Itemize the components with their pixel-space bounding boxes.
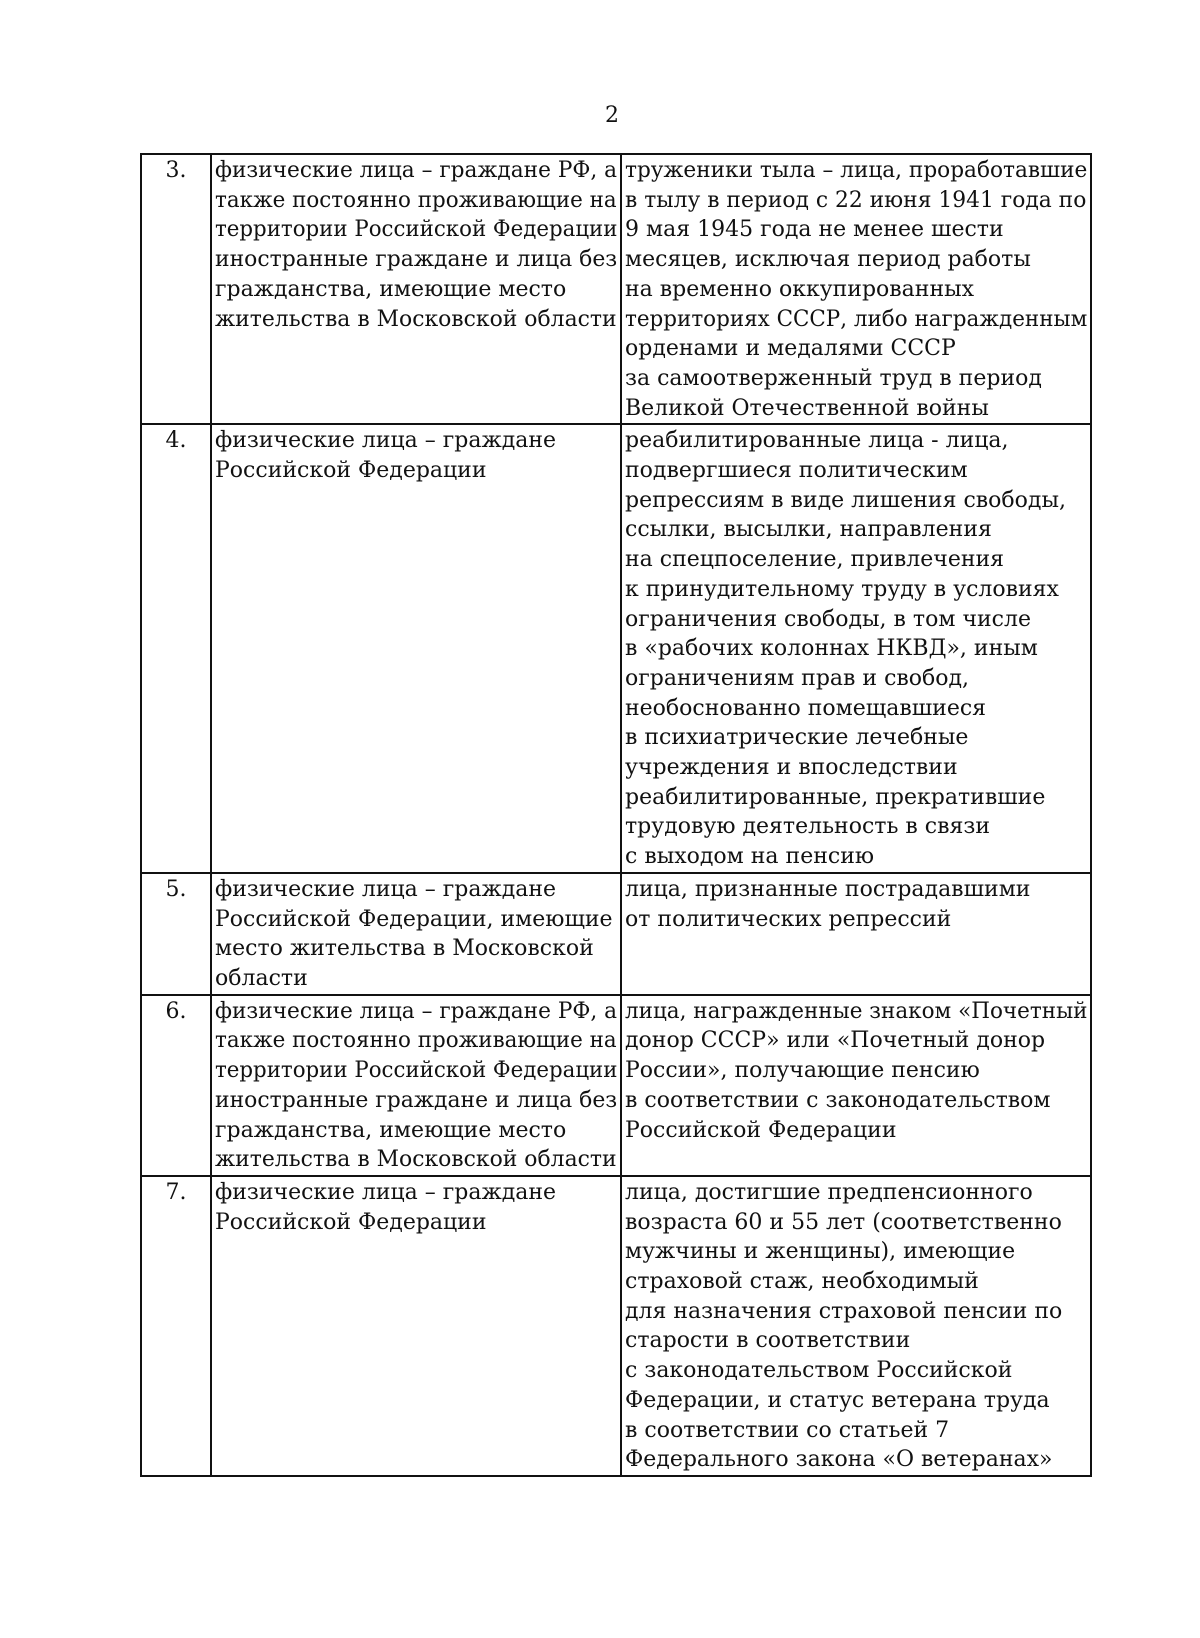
cell-line: в соответствии с законодательством [625, 1087, 1051, 1113]
page-number: 2 [605, 103, 619, 128]
cell-line: физические лица – граждане [215, 428, 557, 454]
cell-line: в тылу в период с 22 июня 1941 года по [625, 187, 1087, 213]
description-cell [621, 995, 1091, 1176]
cell-line: место жительства в Московской [215, 936, 594, 962]
cell-line: ссылки, высылки, направления [625, 517, 992, 543]
category-cell [211, 873, 621, 995]
cell-line: области [215, 965, 308, 991]
cell-line: Российской Федерации, имеющие [215, 906, 613, 932]
description-cell [621, 424, 1091, 873]
cell-line: на временно оккупированных [625, 276, 975, 302]
cell-line: возраста 60 и 55 лет (соответственно [625, 1209, 1062, 1235]
cell-line: физические лица – граждане [215, 876, 557, 902]
cell-line: ограничениям прав и свобод, [625, 665, 970, 691]
benefits-table [140, 153, 1092, 1477]
cell-line: также постоянно проживающие на [215, 1028, 617, 1054]
cell-line: труженики тыла – лица, проработавшие [625, 158, 1088, 183]
cell-line: территориях СССР, либо награжденным [625, 306, 1088, 332]
table-row [141, 1176, 1091, 1476]
table-row [141, 424, 1091, 873]
table-row [141, 154, 1091, 424]
description-cell [621, 1176, 1091, 1476]
cell-line: жительства в Московской области [215, 1147, 617, 1173]
cell-line: в «рабочих колоннах НКВД», иным [625, 636, 1038, 662]
cell-line: лица, достигшие предпенсионного [625, 1179, 1033, 1205]
cell-line: физические лица – граждане РФ, а [215, 998, 618, 1024]
cell-line: Федерального закона «О ветеранах» [625, 1447, 1053, 1473]
category-cell [211, 995, 621, 1176]
cell-line: за самоотверженный труд в период [625, 365, 1042, 391]
cell-line: России», получающие пенсию [625, 1058, 980, 1084]
cell-line: иностранные граждане и лица без [215, 1087, 618, 1113]
description-cell [621, 154, 1091, 424]
row-number: 3. [141, 154, 211, 424]
cell-line: Федерации, и статус ветерана труда [625, 1387, 1050, 1413]
cell-line: физические лица – граждане [215, 1179, 557, 1205]
table-row [141, 995, 1091, 1176]
cell-line: от политических репрессий [625, 906, 952, 932]
cell-line: с законодательством Российской [625, 1358, 1013, 1384]
cell-line: в психиатрические лечебные [625, 725, 969, 751]
row-number: 4. [141, 424, 211, 873]
row-number: 6. [141, 995, 211, 1176]
cell-line: иностранные граждане и лица без [215, 247, 618, 273]
cell-line: лица, награжденные знаком «Почетный [625, 998, 1088, 1024]
cell-line: Великой Отечественной войны [625, 395, 989, 421]
cell-line: жительства в Московской области [215, 306, 617, 332]
category-cell [211, 424, 621, 873]
cell-line: страховой стаж, необходимый [625, 1269, 979, 1295]
cell-line: к принудительному труду в условиях [625, 576, 1059, 602]
cell-line: ограничения свободы, в том числе [625, 606, 1031, 632]
cell-line: необоснованно помещавшиеся [625, 695, 987, 721]
cell-line: донор СССР» или «Почетный донор [625, 1028, 1046, 1054]
cell-line: реабилитированные лица - лица, [625, 428, 1009, 454]
row-number: 5. [141, 873, 211, 995]
cell-line: в соответствии со статьей 7 [625, 1417, 950, 1443]
row-number: 7. [141, 1176, 211, 1476]
cell-line: лица, признанные пострадавшими [625, 876, 1031, 902]
cell-line: подвергшиеся политическим [625, 458, 968, 484]
cell-line: на спецпоселение, привлечения [625, 547, 1005, 573]
description-cell [621, 873, 1091, 995]
cell-line: гражданства, имеющие место [215, 1117, 567, 1143]
cell-line: территории Российской Федерации [215, 217, 618, 243]
cell-line: территории Российской Федерации [215, 1058, 618, 1084]
cell-line: старости в соответствии [625, 1328, 911, 1354]
category-cell [211, 154, 621, 424]
cell-line: для назначения страховой пенсии по [625, 1298, 1063, 1324]
cell-line: Российской Федерации [215, 458, 487, 484]
cell-line: месяцев, исключая период работы [625, 247, 1031, 273]
cell-line: трудовую деятельность в связи [625, 814, 991, 840]
cell-line: учреждения и впоследствии [625, 755, 958, 781]
cell-line: Российской Федерации [215, 1209, 487, 1235]
cell-line: 9 мая 1945 года не менее шести [625, 217, 1004, 243]
cell-line: физические лица – граждане РФ, а [215, 158, 618, 183]
cell-line: орденами и медалями СССР [625, 336, 956, 362]
cell-line: также постоянно проживающие на [215, 187, 617, 213]
cell-line: гражданства, имеющие место [215, 276, 567, 302]
cell-line: Российской Федерации [625, 1117, 897, 1143]
cell-line: репрессиям в виде лишения свободы, [625, 487, 1066, 513]
cell-line: с выходом на пенсию [625, 844, 875, 870]
cell-line: мужчины и женщины), имеющие [625, 1239, 1016, 1265]
table-row [141, 873, 1091, 995]
cell-line: реабилитированные, прекратившие [625, 784, 1046, 810]
category-cell [211, 1176, 621, 1476]
